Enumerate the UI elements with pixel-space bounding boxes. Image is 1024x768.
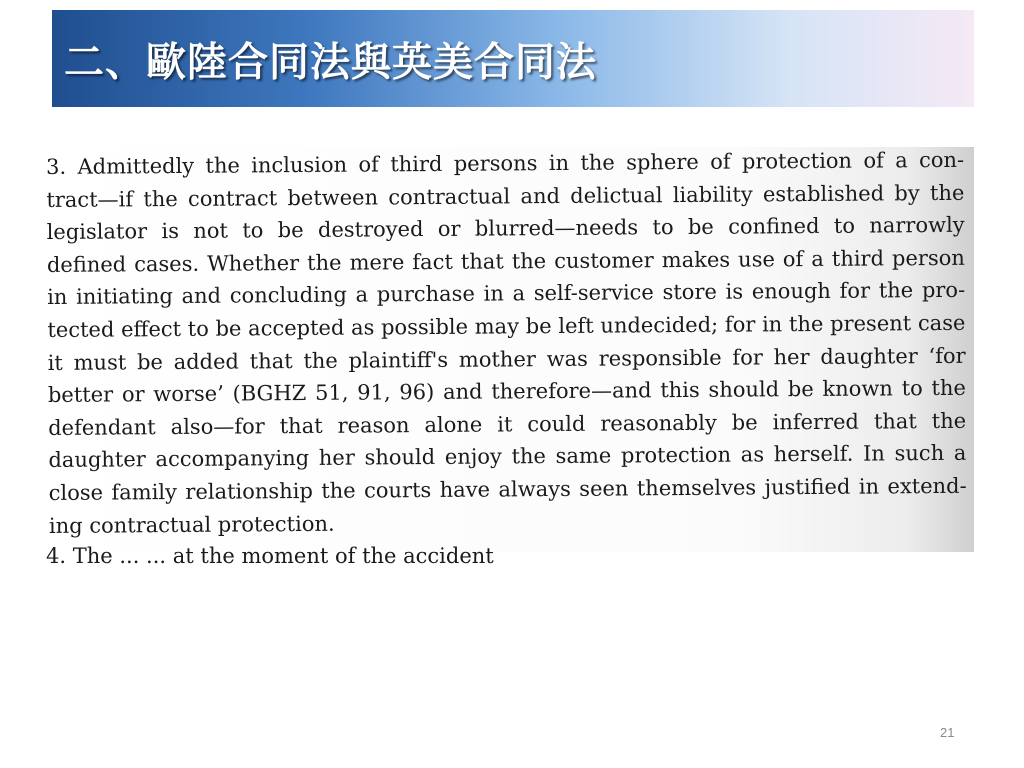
excerpt-line: defendant also—for that reason alone it could reasonably be inferred that the: [48, 408, 967, 440]
excerpt-line: daughter accompanying her should enjoy the same protection as herself. In such a: [48, 441, 967, 473]
scanned-text-excerpt: [40, 147, 974, 568]
page-number: 21: [940, 725, 955, 740]
excerpt-line: ing contractual protection.: [48, 511, 335, 538]
excerpt-line: in initiating and concluding a purchase in a self-service store is enough for the pro-: [47, 278, 966, 310]
excerpt-line: defined cases. Whether the mere fact that the customer makes use of a third person: [46, 245, 965, 277]
slide-title: 二、歐陸合同法與英美合同法: [64, 39, 597, 85]
excerpt-line: it must be added that the plaintiff's mother was responsible for her daughter ‘for: [47, 343, 966, 375]
title-banner: [52, 10, 974, 107]
excerpt-line: better or worse’ (BGHZ 51, 91, 96) and therefore—and this should be known to the: [47, 375, 966, 408]
excerpt-line: tract—if the contract between contractual and delictual liability established by the: [46, 180, 965, 212]
excerpt-line: 3. Admittedly the inclusion of third persons in the sphere of protection of a con-: [46, 147, 965, 179]
excerpt-line: legislator is not to be destroyed or blurred—needs to be confined to narrowly: [46, 212, 965, 245]
excerpt-line: tected effect to be accepted as possible may be left undecided; for in the present case: [47, 310, 966, 342]
excerpt-body: [46, 144, 967, 542]
excerpt-line: close family relationship the courts have always seen themselves justified in extend-: [48, 473, 967, 505]
excerpt-cut-off-line: 4. The ... ... at the moment of the accident: [46, 544, 494, 568]
